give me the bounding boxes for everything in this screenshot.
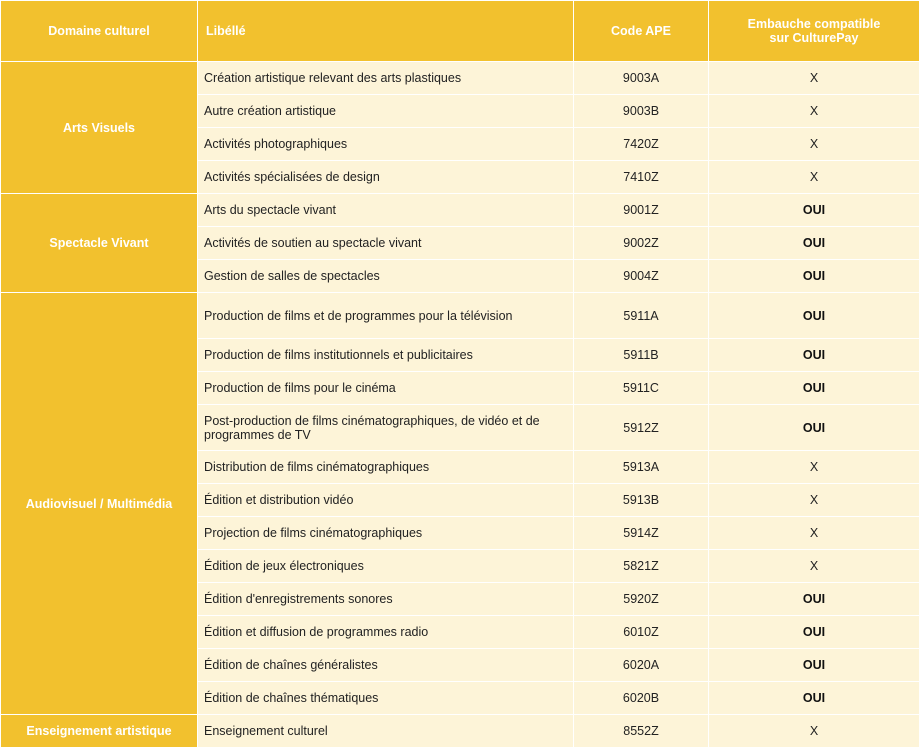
libelle-cell: Édition d'enregistrements sonores	[198, 583, 574, 616]
embauche-cell: OUI	[709, 405, 920, 451]
table-row	[1, 293, 920, 339]
libelle-cell: Distribution de films cinématographiques	[198, 451, 574, 484]
code-cell: 5914Z	[574, 517, 709, 550]
code-cell: 6010Z	[574, 616, 709, 649]
header-embauche-line1: Embauche compatible	[747, 17, 881, 31]
libelle-cell: Gestion de salles de spectacles	[198, 260, 574, 293]
code-cell: 6020A	[574, 649, 709, 682]
embauche-cell: X	[709, 128, 920, 161]
table-row	[1, 62, 920, 95]
libelle-cell: Arts du spectacle vivant	[198, 194, 574, 227]
code-cell: 7410Z	[574, 161, 709, 194]
domain-cell: Arts Visuels	[1, 62, 198, 194]
embauche-cell: OUI	[709, 583, 920, 616]
code-cell: 5911A	[574, 293, 709, 339]
header-row	[1, 1, 920, 62]
embauche-cell: OUI	[709, 339, 920, 372]
libelle-cell: Édition de jeux électroniques	[198, 550, 574, 583]
domain-cell: Enseignement artistique	[1, 715, 198, 748]
embauche-cell: X	[709, 451, 920, 484]
libelle-cell: Production de films institutionnels et publicitaires	[198, 339, 574, 372]
libelle-cell: Édition et diffusion de programmes radio	[198, 616, 574, 649]
embauche-cell: X	[709, 484, 920, 517]
embauche-cell: X	[709, 161, 920, 194]
header-embauche	[709, 1, 920, 62]
embauche-cell: OUI	[709, 194, 920, 227]
libelle-cell: Production de films pour le cinéma	[198, 372, 574, 405]
code-cell: 5912Z	[574, 405, 709, 451]
embauche-cell: OUI	[709, 260, 920, 293]
libelle-cell: Post-production de films cinématographiques, de vidéo et de programmes de TV	[198, 405, 574, 451]
embauche-cell: X	[709, 62, 920, 95]
code-cell: 5821Z	[574, 550, 709, 583]
table-row	[1, 194, 920, 227]
embauche-cell: OUI	[709, 372, 920, 405]
domain-cell: Spectacle Vivant	[1, 194, 198, 293]
libelle-cell: Activités photographiques	[198, 128, 574, 161]
code-cell: 8552Z	[574, 715, 709, 748]
code-cell: 5911C	[574, 372, 709, 405]
table-row	[1, 715, 920, 748]
code-cell: 9002Z	[574, 227, 709, 260]
libelle-cell: Édition de chaînes généralistes	[198, 649, 574, 682]
embauche-cell: X	[709, 95, 920, 128]
embauche-cell: X	[709, 517, 920, 550]
code-cell: 7420Z	[574, 128, 709, 161]
embauche-cell: OUI	[709, 649, 920, 682]
code-cell: 5911B	[574, 339, 709, 372]
libelle-cell: Projection de films cinématographiques	[198, 517, 574, 550]
libelle-cell: Édition de chaînes thématiques	[198, 682, 574, 715]
code-cell: 5913B	[574, 484, 709, 517]
libelle-cell: Création artistique relevant des arts plastiques	[198, 62, 574, 95]
libelle-cell: Production de films et de programmes pour la télévision	[198, 293, 574, 339]
header-libelle: Libéllé	[198, 1, 574, 62]
domain-cell: Audiovisuel / Multimédia	[1, 293, 198, 715]
code-cell: 9004Z	[574, 260, 709, 293]
code-cell: 9003A	[574, 62, 709, 95]
header-code-ape: Code APE	[574, 1, 709, 62]
code-cell: 5920Z	[574, 583, 709, 616]
libelle-cell: Enseignement culturel	[198, 715, 574, 748]
embauche-cell: OUI	[709, 682, 920, 715]
embauche-cell: OUI	[709, 616, 920, 649]
code-cell: 6020B	[574, 682, 709, 715]
libelle-cell: Autre création artistique	[198, 95, 574, 128]
libelle-cell: Édition et distribution vidéo	[198, 484, 574, 517]
header-embauche-line2: sur CulturePay	[769, 31, 859, 45]
embauche-cell: X	[709, 550, 920, 583]
code-cell: 5913A	[574, 451, 709, 484]
embauche-cell: OUI	[709, 293, 920, 339]
embauche-cell: X	[709, 715, 920, 748]
libelle-cell: Activités de soutien au spectacle vivant	[198, 227, 574, 260]
libelle-cell: Activités spécialisées de design	[198, 161, 574, 194]
embauche-cell: OUI	[709, 227, 920, 260]
header-domaine: Domaine culturel	[1, 1, 198, 62]
code-cell: 9001Z	[574, 194, 709, 227]
code-cell: 9003B	[574, 95, 709, 128]
